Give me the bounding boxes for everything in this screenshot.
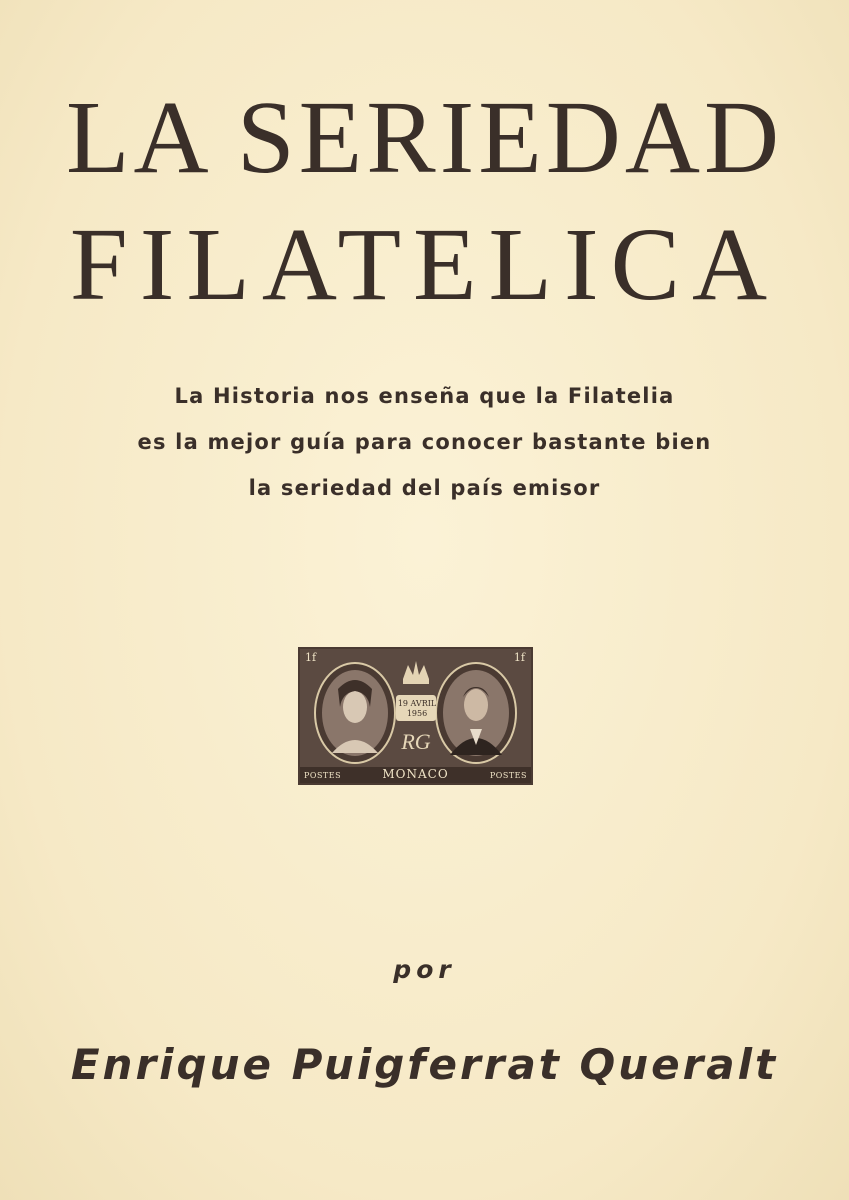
stamp-postes-left: POSTES — [304, 771, 342, 780]
stamp-value-right: 1f — [513, 651, 525, 664]
subtitle-line-3: la seriedad del país emisor — [248, 476, 601, 500]
subtitle-line-2: es la mejor guía para conocer bastante bien — [137, 430, 712, 454]
stamp-postes-right: POSTES — [489, 771, 527, 780]
stamp-value-left: 1f — [305, 651, 317, 664]
stamp-date — [396, 699, 438, 719]
stamp-date-line-2: 1956 — [406, 709, 428, 718]
author-name: Enrique Puigferrat Queralt — [70, 1040, 779, 1089]
byline-por: por — [393, 955, 456, 984]
stamp-monogram: RG — [401, 729, 431, 754]
subtitle-line-1: La Historia nos enseña que la Filatelia — [174, 384, 675, 408]
title-line-1: LA SERIEDAD — [65, 80, 784, 195]
stamp-date-line-1: 19 AVRIL — [397, 699, 437, 708]
stamp-country: MONACO — [382, 767, 449, 781]
monaco-stamp-image — [298, 647, 533, 785]
title-line-2: FILATELICA — [69, 207, 780, 322]
